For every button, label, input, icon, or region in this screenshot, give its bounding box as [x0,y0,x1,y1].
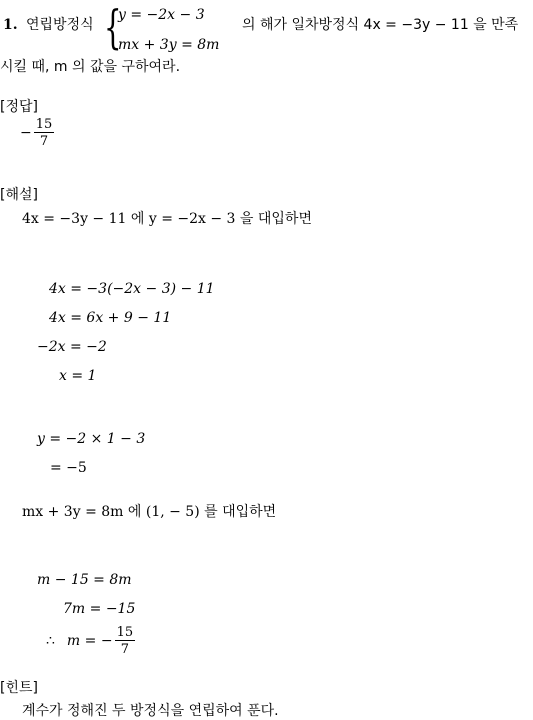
system-equation-1: y = −2x − 3 [118,7,205,23]
solution-step-8: 7m = −15 [63,601,136,617]
solution-step-2: 4x = 6x + 9 − 11 [49,310,172,326]
solution-step-7: m − 15 = 8m [37,572,132,588]
solution-step-5: y = −2 × 1 − 3 [37,431,146,447]
answer-denominator: 7 [39,134,49,149]
solution-step-3: −2x = −2 [37,339,107,355]
solution-line-1: 4x = −3y − 11 에 y = −2x − 3 을 대입하면 [22,211,312,227]
system-brace: { [104,0,122,54]
solution-final [46,626,135,656]
answer-sign: − [20,125,32,141]
solution-step-6: = −5 [50,460,87,476]
therefore-symbol: ∴ [46,633,55,649]
solution-label: [해설] [0,187,38,203]
solution-step-4: x = 1 [59,368,97,384]
final-lhs: m = − [66,633,113,649]
final-fraction [115,626,136,656]
answer-fraction [34,118,55,148]
solution-step-1: 4x = −3(−2x − 3) − 11 [49,281,215,297]
hint-text: 계수가 정해진 두 방정식을 연립하여 푼다. [22,703,279,719]
answer-numerator: 15 [35,117,53,132]
answer-value [20,118,54,148]
final-denominator: 7 [120,642,129,657]
problem-condition: 의 해가 일차방정식 4x = −3y − 11 을 만족 [242,17,519,33]
problem-intro: 연립방정식 [26,17,94,33]
solution-line-2: mx + 3y = 8m 에 (1, − 5) 를 대입하면 [22,504,277,520]
problem-number: 1. [3,17,18,33]
answer-label: [정답] [0,99,38,115]
hint-label: [힌트] [0,680,38,696]
final-numerator: 15 [116,625,134,640]
problem-question: 시킬 때, m 의 값을 구하여라. [0,59,181,75]
system-equation-2: mx + 3y = 8m [118,37,220,53]
